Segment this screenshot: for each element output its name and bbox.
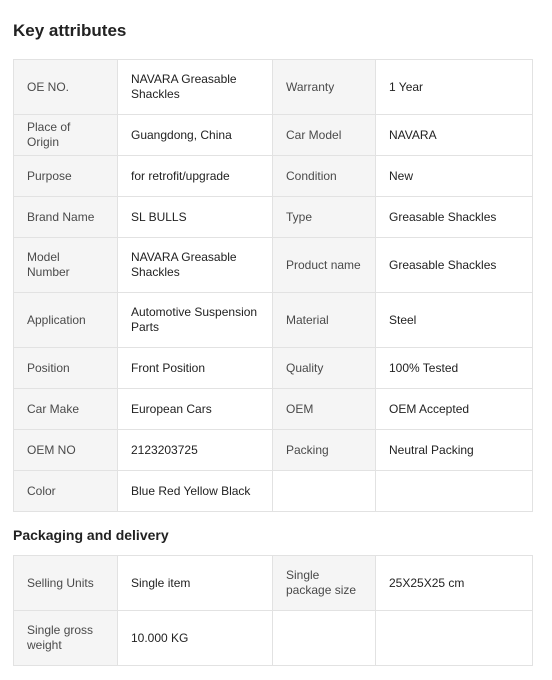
- attribute-value: Automotive Suspension Parts: [118, 293, 273, 348]
- attribute-value: Blue Red Yellow Black: [118, 471, 273, 512]
- table-row: [14, 293, 533, 348]
- attribute-value: Front Position: [118, 348, 273, 389]
- key-attributes-title: Key attributes: [13, 21, 127, 40]
- attribute-label: Car Model: [273, 115, 376, 156]
- attribute-label: Warranty: [273, 60, 376, 115]
- attribute-label: Position: [14, 348, 118, 389]
- attribute-label: OEM: [273, 389, 376, 430]
- attribute-value: Greasable Shackles: [376, 197, 533, 238]
- attribute-label: Product name: [273, 238, 376, 293]
- attribute-value: NAVARA: [376, 115, 533, 156]
- attribute-value: 100% Tested: [376, 348, 533, 389]
- attribute-label: Place of Origin: [14, 115, 118, 156]
- attribute-value: SL BULLS: [118, 197, 273, 238]
- empty-cell: [273, 611, 376, 666]
- table-row: [14, 471, 533, 512]
- attribute-label: OEM NO: [14, 430, 118, 471]
- attribute-value: for retrofit/upgrade: [118, 156, 273, 197]
- attribute-label: Application: [14, 293, 118, 348]
- table-row: [14, 348, 533, 389]
- empty-cell: [376, 471, 533, 512]
- table-row: [14, 238, 533, 293]
- attribute-value: 25X25X25 cm: [376, 556, 533, 611]
- table-row: [14, 60, 533, 115]
- attribute-value: OEM Accepted: [376, 389, 533, 430]
- table-row: [14, 156, 533, 197]
- attribute-value: Greasable Shackles: [376, 238, 533, 293]
- attribute-label: Model Number: [14, 238, 118, 293]
- empty-cell: [376, 611, 533, 666]
- attribute-label: Single package size: [273, 556, 376, 611]
- attribute-label: Purpose: [14, 156, 118, 197]
- attribute-value: Guangdong, China: [118, 115, 273, 156]
- attribute-value: Neutral Packing: [376, 430, 533, 471]
- attribute-label: Brand Name: [14, 197, 118, 238]
- attribute-value: Steel: [376, 293, 533, 348]
- table-row: [14, 115, 533, 156]
- attribute-value: Single item: [118, 556, 273, 611]
- attribute-label: Type: [273, 197, 376, 238]
- table-row: [14, 556, 533, 611]
- attribute-value: NAVARA Greasable Shackles: [118, 60, 273, 115]
- attribute-label: Car Make: [14, 389, 118, 430]
- attribute-label: Material: [273, 293, 376, 348]
- attribute-label: Single gross weight: [14, 611, 118, 666]
- attribute-value: 10.000 KG: [118, 611, 273, 666]
- attribute-value: 2123203725: [118, 430, 273, 471]
- attribute-label: Color: [14, 471, 118, 512]
- attribute-label: Condition: [273, 156, 376, 197]
- table-row: [14, 389, 533, 430]
- key-attributes-table: [13, 59, 533, 512]
- attribute-label: OE NO.: [14, 60, 118, 115]
- attribute-value: 1 Year: [376, 60, 533, 115]
- attribute-value: New: [376, 156, 533, 197]
- attribute-value: NAVARA Greasable Shackles: [118, 238, 273, 293]
- packaging-table: [13, 555, 533, 666]
- empty-cell: [273, 471, 376, 512]
- attribute-label: Selling Units: [14, 556, 118, 611]
- attribute-value: European Cars: [118, 389, 273, 430]
- table-row: [14, 197, 533, 238]
- table-row: [14, 611, 533, 666]
- attribute-label: Quality: [273, 348, 376, 389]
- table-row: [14, 430, 533, 471]
- attribute-label: Packing: [273, 430, 376, 471]
- packaging-title: Packaging and delivery: [13, 527, 169, 543]
